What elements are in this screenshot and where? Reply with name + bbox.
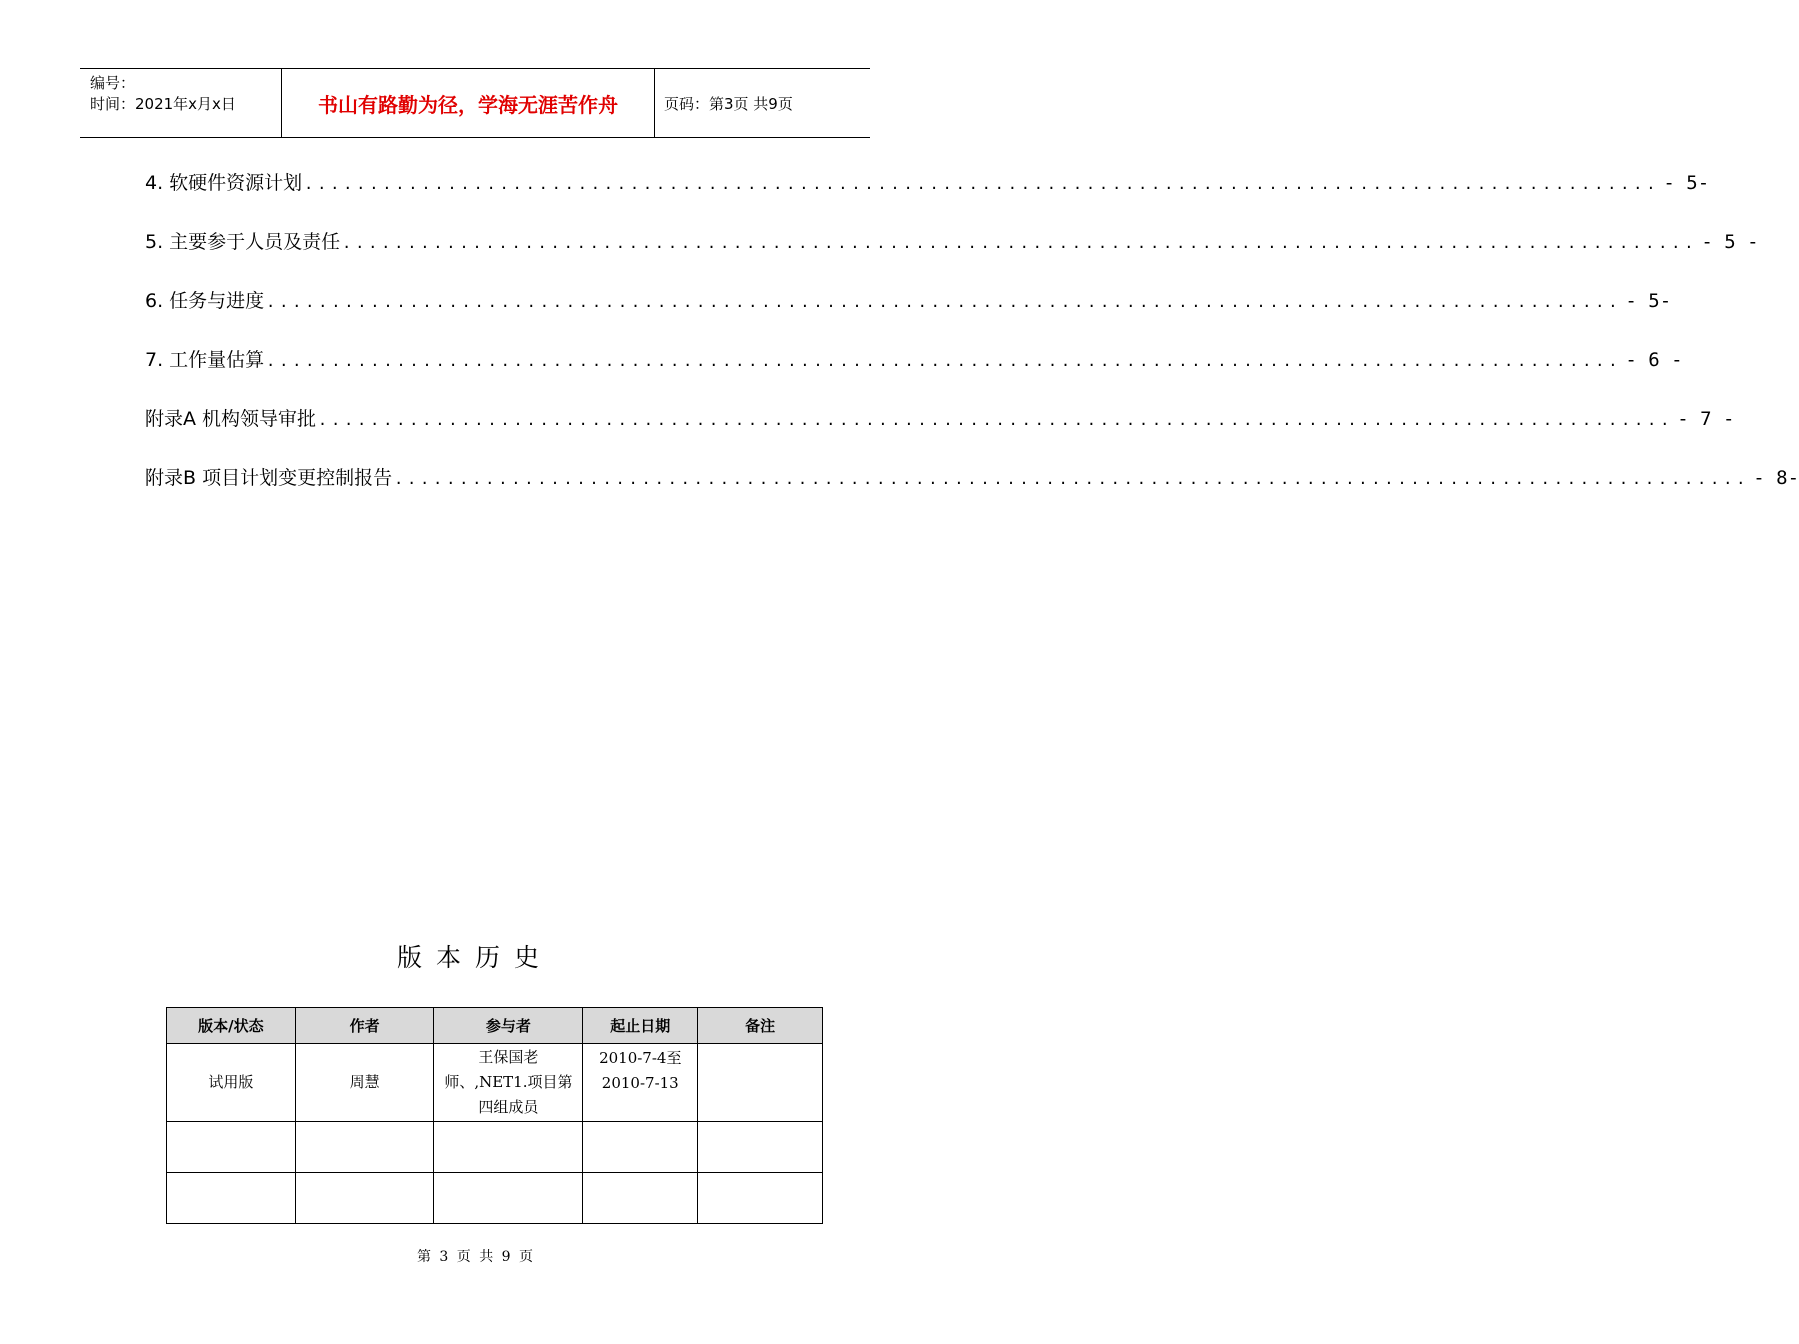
column-header: 作者: [295, 1008, 434, 1044]
toc-entry-page: - 5-: [1663, 172, 1710, 194]
table-header-row: [167, 1008, 823, 1044]
toc-entry-page: - 8-: [1753, 467, 1799, 489]
toc-entry[interactable]: [145, 286, 1672, 345]
toc-entry[interactable]: [145, 345, 1683, 404]
table-row: [167, 1173, 823, 1224]
toc-entry-title: 附录A 机构领导审批: [145, 408, 317, 430]
toc-entry-page: - 7 -: [1677, 408, 1735, 430]
table-cell: [295, 1122, 434, 1173]
page-footer: 第 3 页 共 9 页: [416, 1249, 534, 1265]
table-cell: [583, 1044, 698, 1122]
toc-leader: ........................................................................................................: [342, 234, 1698, 252]
column-header: 备注: [698, 1008, 823, 1044]
date-range-text: 2010-7-4至2010-7-13: [599, 1049, 682, 1092]
header-slogan: 书山有路勤为径，学海无涯苦作舟: [318, 93, 618, 117]
toc-leader: ........................................................................................................: [304, 175, 1660, 193]
table-cell: [583, 1122, 698, 1173]
column-header: 版本/状态: [167, 1008, 296, 1044]
column-header: 参与者: [434, 1008, 583, 1044]
table-cell: [434, 1173, 583, 1224]
toc-entry-page: - 6 -: [1625, 349, 1683, 371]
participants-text: 王保国老师、,NET1.项目第四组成员: [444, 1048, 573, 1116]
table-cell: 试用版: [167, 1044, 296, 1122]
column-header: 起止日期: [583, 1008, 698, 1044]
toc-entry-title: 6. 任务与进度: [145, 290, 265, 312]
toc-entry[interactable]: [145, 404, 1735, 463]
toc-entry-title: 附录B 项目计划变更控制报告: [145, 467, 393, 489]
toc-entry-page: - 5-: [1625, 290, 1672, 312]
table-row: [167, 1122, 823, 1173]
toc-entry[interactable]: [145, 227, 1759, 286]
toc-entry-title: 7. 工作量估算: [145, 349, 265, 371]
table-cell: [167, 1173, 296, 1224]
table-cell: [698, 1122, 823, 1173]
header-page-info: 页码：第3页 共9页: [664, 95, 793, 113]
toc-entry-page: - 5 -: [1701, 231, 1759, 253]
table-cell: 周慧: [295, 1044, 434, 1122]
table-of-contents: [145, 168, 1799, 522]
toc-leader: ........................................................................................................: [318, 411, 1674, 429]
page-header: [80, 68, 870, 138]
toc-entry[interactable]: [145, 463, 1799, 522]
table-cell: [434, 1122, 583, 1173]
version-history-table: [166, 1007, 823, 1224]
toc-entry-title: 4. 软硬件资源计划: [145, 172, 303, 194]
toc-leader: ........................................................................................................: [394, 470, 1750, 488]
version-history-title: 版本历史: [396, 943, 553, 972]
table-cell: [295, 1173, 434, 1224]
toc-entry[interactable]: [145, 168, 1710, 227]
table-cell: [167, 1122, 296, 1173]
header-meta: [90, 73, 236, 115]
table-cell: [698, 1044, 823, 1122]
header-number: 编号：: [90, 74, 136, 92]
toc-entry-title: 5. 主要参于人员及责任: [145, 231, 341, 253]
table-cell: [583, 1173, 698, 1224]
table-cell: [434, 1044, 583, 1122]
toc-leader: ........................................................................................................: [266, 293, 1622, 311]
header-time: 时间：2021年x月x日: [90, 95, 236, 113]
toc-leader: ........................................................................................................: [266, 352, 1622, 370]
table-row: [167, 1044, 823, 1122]
table-cell: [698, 1173, 823, 1224]
